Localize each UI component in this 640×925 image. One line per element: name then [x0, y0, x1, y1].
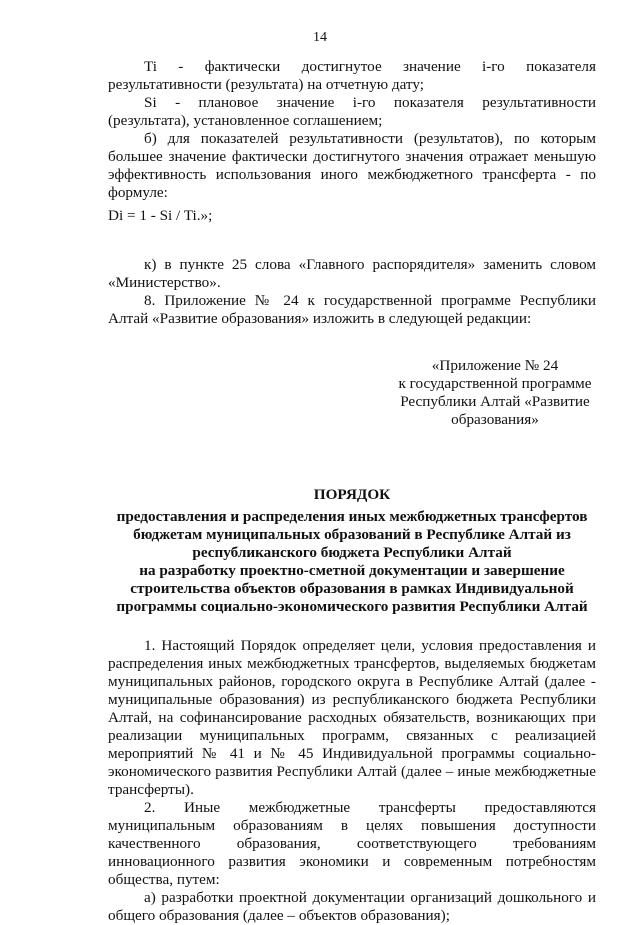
title-line6: программы социально-экономического развития Республики Алтай	[116, 598, 588, 615]
title-line1: предоставления и распределения иных межбюджетных трансфертов	[116, 508, 588, 525]
point-b-paragraph: б) для показателей результативности (результатов), по которым большее значение фактически достигнутого значения отражает меньшую эффективность использования иного межбюджетного трансферта - по формуле:	[108, 130, 596, 201]
title-main: ПОРЯДОК	[313, 486, 391, 503]
appendix-line1: «Приложение № 24	[431, 357, 559, 374]
title-line2: бюджетам муниципальных образований в Республике Алтай из	[133, 526, 571, 543]
document-body	[108, 58, 596, 925]
appendix-line2: к государственной программе	[398, 375, 592, 392]
item-8-paragraph: 8. Приложение № 24 к государственной программе Республики Алтай «Развитие образования» изложить в следующей редакции:	[108, 292, 596, 327]
appendix-line3: Республики Алтай «Развитие	[400, 393, 590, 410]
document-title	[108, 486, 596, 616]
appendix-heading	[394, 357, 596, 429]
ti-definition-line2: результативности (результата) на отчетную дату;	[108, 76, 424, 93]
section-2a-paragraph: а) разработки проектной документации организаций дошкольного и общего образования (далее – объектов образования);	[108, 889, 596, 924]
title-line4: на разработку проектно-сметной документации и завершение	[139, 562, 565, 579]
point-k-paragraph: к) в пункте 25 слова «Главного распорядителя» заменить словом «Министерство».	[108, 256, 596, 291]
si-definition-line1: Si - плановое значение i-го показателя результативности	[144, 94, 596, 111]
section-1-paragraph: 1. Настоящий Порядок определяет цели, условия предоставления и распределения иных межбюджетных трансфертов, выделяемых бюджетам муниципальных районов, городского округа в Республике Алтай (далее - муниципальные образования) из республиканского бюджета Республики Алтай, на софинансирование расходных обязательств, возникающих при реализации муниципальных программ, связанных с реализацией мероприятий № 41 и № 45 Индивидуальной программы социально-экономического развития Республики Алтай (далее – иные межбюджетные трансферты).	[108, 637, 596, 798]
si-definition-line2: (результата), установленное соглашением;	[108, 112, 383, 129]
title-line3: республиканского бюджета Республики Алтай	[192, 544, 512, 561]
title-line5: строительства объектов образования в рамках Индивидуальной	[130, 580, 574, 597]
ti-definition-line1: Ti - фактически достигнутое значение i-го показателя	[144, 58, 596, 75]
formula: Di = 1 - Si / Ti.»;	[108, 207, 213, 224]
appendix-line4: образования»	[451, 411, 539, 428]
section-2-paragraph: 2. Иные межбюджетные трансферты предоставляются муниципальным образованиям в целях повышения доступности качественного образования, соответствующего требованиям инновационного развития экономики и современным потребностям общества, путем:	[108, 799, 596, 888]
page-number: 14	[313, 30, 327, 45]
